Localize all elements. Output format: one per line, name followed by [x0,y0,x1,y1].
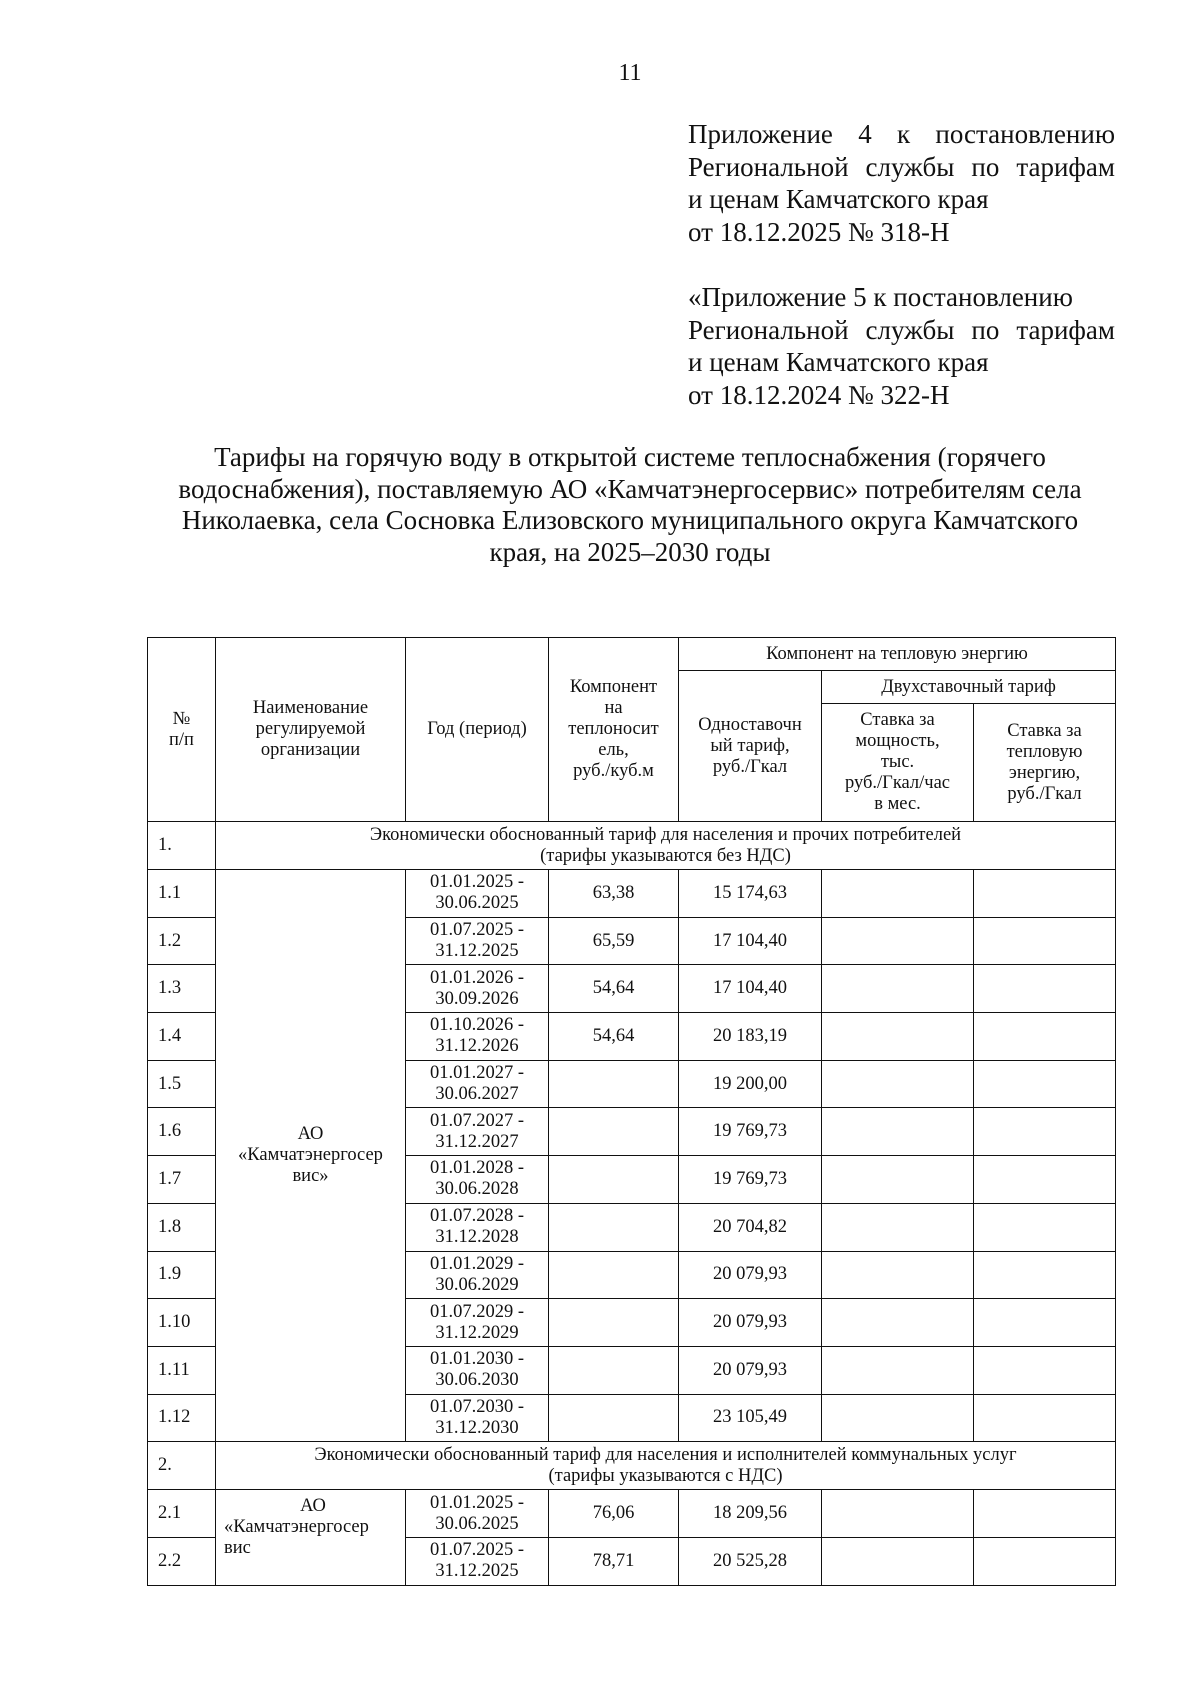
appendix-line: и ценам Камчатского края [688,184,989,214]
header-text: руб./куб.м [573,761,654,781]
header-text: в мес. [874,794,921,814]
single-rate-value: 20 079,93 [679,1346,822,1394]
energy-rate-value [974,917,1116,965]
single-rate-value: 20 183,19 [679,1013,822,1061]
row-number: 1.10 [148,1299,216,1347]
period-to: 30.06.2030 [435,1370,519,1391]
capacity-rate-value [822,1299,974,1347]
energy-rate-value [974,1060,1116,1108]
organization-name-line: «Камчатэнергосер [224,1517,369,1538]
organization-name-line: вис» [292,1166,329,1187]
row-number: 1.6 [148,1108,216,1156]
header-carrier-component [549,638,679,822]
period-to: 30.06.2025 [435,893,519,914]
carrier-value [549,1108,679,1156]
header-text: мощность, [855,731,940,751]
header-text: руб./Гкал [1007,783,1082,804]
row-number: 1.4 [148,1013,216,1061]
period-cell [406,870,549,918]
header-period: Год (период) [406,638,549,822]
period-from: 01.07.2027 - [429,1110,525,1131]
header-capacity-rate [822,704,974,822]
row-number: 1.8 [148,1203,216,1251]
period-to: 31.12.2029 [435,1322,519,1343]
header-text: руб./Гкал [712,756,788,777]
period-cell [406,1251,549,1299]
carrier-value: 78,71 [549,1537,679,1585]
period-to: 31.12.2026 [435,1036,519,1057]
energy-rate-value [974,1013,1116,1061]
single-rate-value: 23 105,49 [679,1394,822,1442]
period-to: 30.06.2025 [435,1513,519,1534]
single-rate-value: 20 079,93 [679,1299,822,1347]
period-to: 30.06.2029 [435,1274,519,1295]
period-from: 01.01.2027 - [429,1063,525,1084]
energy-rate-value [974,1251,1116,1299]
period-cell [406,1013,549,1061]
period-cell [406,1060,549,1108]
single-rate-value: 17 104,40 [679,965,822,1013]
row-number: 1.2 [148,917,216,965]
capacity-rate-value [822,1346,974,1394]
single-rate-value: 20 704,82 [679,1203,822,1251]
single-rate-value: 17 104,40 [679,917,822,965]
period-from: 01.07.2025 - [429,1540,525,1561]
row-number: 1.12 [148,1394,216,1442]
period-to: 31.12.2028 [435,1227,519,1248]
period-from: 01.01.2028 - [429,1158,525,1179]
carrier-value [549,1394,679,1442]
single-rate-value: 19 769,73 [679,1156,822,1204]
appendix-line: от 18.12.2024 № 322-Н [688,379,950,410]
period-from: 01.10.2026 - [429,1015,525,1036]
period-cell [406,1394,549,1442]
period-cell [406,965,549,1013]
capacity-rate-value [822,1490,974,1538]
header-energy-rate [974,704,1116,822]
section-title-line: Экономически обоснованный тариф для населения и исполнителей коммунальных услуг [314,1444,1017,1465]
row-number: 1.7 [148,1156,216,1204]
header-text: руб./Гкал/час [844,773,951,793]
period-from: 01.07.2025 - [429,920,525,941]
organization-name-line: АО [300,1496,326,1517]
header-num [148,638,216,822]
period-from: 01.07.2030 - [429,1396,525,1417]
table-row [148,1490,1116,1538]
organization-name [216,1490,406,1585]
section-title-line: (тарифы указываются с НДС) [548,1465,783,1486]
period-from: 01.01.2025 - [429,872,525,893]
period-to: 31.12.2030 [435,1417,519,1438]
single-rate-value: 20 079,93 [679,1251,822,1299]
carrier-value [549,1156,679,1204]
carrier-value [549,1346,679,1394]
single-rate-value: 19 769,73 [679,1108,822,1156]
table-row [148,870,1116,918]
header-text: тепловую [1006,741,1083,762]
appendix-line: Приложение 4 к постановлению [688,119,1115,149]
header-text: ель, [598,740,629,760]
capacity-rate-value [822,1060,974,1108]
single-rate-value: 15 174,63 [679,870,822,918]
energy-rate-value [974,1108,1116,1156]
period-to: 31.12.2025 [435,941,519,962]
section-number: 2. [148,1442,216,1490]
energy-rate-value [974,870,1116,918]
carrier-value: 76,06 [549,1490,679,1538]
organization-name-line: вис [224,1538,251,1559]
header-row [148,638,1116,671]
row-number: 1.9 [148,1251,216,1299]
header-text: п/п [169,729,194,750]
row-number: 1.3 [148,965,216,1013]
period-to: 30.06.2027 [435,1084,519,1105]
energy-rate-value [974,1346,1116,1394]
capacity-rate-value [822,917,974,965]
section-row [148,1442,1116,1490]
period-from: 01.07.2028 - [429,1206,525,1227]
header-heat-energy-component: Компонент на тепловую энергию [679,638,1116,671]
row-number: 1.11 [148,1346,216,1394]
period-from: 01.01.2029 - [429,1253,525,1274]
energy-rate-value [974,1156,1116,1204]
title-line: Николаевка, села Сосновка Елизовского муниципального округа Камчатского [181,505,1079,535]
section-title-line: (тарифы указываются без НДС) [540,845,791,866]
row-number: 2.2 [148,1537,216,1585]
carrier-value: 54,64 [549,1013,679,1061]
tariff-table [147,637,1116,1586]
period-cell [406,1108,549,1156]
energy-rate-value [974,1394,1116,1442]
header-text: организации [260,740,361,760]
header-two-part-tariff: Двухставочный тариф [822,671,1116,704]
header-text: теплоносит [568,719,659,739]
title-line: Тарифы на горячую воду в открытой системе теплоснабжения (горячего [214,442,1046,472]
period-cell [406,1346,549,1394]
row-number: 2.1 [148,1490,216,1538]
header-text: на [604,698,623,718]
organization-name-line: «Камчатэнергосер [238,1145,383,1166]
period-to: 31.12.2025 [435,1561,519,1582]
period-from: 01.01.2030 - [429,1349,525,1370]
header-text: № [172,708,191,729]
row-number: 1.1 [148,870,216,918]
period-cell [406,1156,549,1204]
header-text: Ставка за [1007,720,1082,741]
document-title [140,442,1120,568]
appendix-header-amended [688,281,1115,411]
capacity-rate-value [822,1537,974,1585]
organization-name [216,870,406,1442]
capacity-rate-value [822,1156,974,1204]
carrier-value: 63,38 [549,870,679,918]
period-to: 30.06.2028 [435,1179,519,1200]
carrier-value [549,1060,679,1108]
capacity-rate-value [822,1394,974,1442]
single-rate-value: 18 209,56 [679,1490,822,1538]
appendix-header-current [688,118,1115,248]
carrier-value [549,1203,679,1251]
period-cell [406,1537,549,1585]
carrier-value: 65,59 [549,917,679,965]
appendix-line: Региональной службы по тарифам [688,314,1115,345]
organization-name-line: АО [297,1124,324,1145]
period-cell [406,1299,549,1347]
header-text: Одноставочн [698,714,802,735]
page-number: 11 [618,60,642,86]
energy-rate-value [974,1537,1116,1585]
period-cell [406,1203,549,1251]
single-rate-value: 19 200,00 [679,1060,822,1108]
energy-rate-value [974,1490,1116,1538]
section-title [216,822,1116,870]
period-from: 01.01.2025 - [429,1492,525,1513]
capacity-rate-value [822,1203,974,1251]
header-organization [216,638,406,822]
appendix-line: «Приложение 5 к постановлению [688,282,1073,312]
carrier-value: 54,64 [549,965,679,1013]
energy-rate-value [974,1299,1116,1347]
row-number: 1.5 [148,1060,216,1108]
capacity-rate-value [822,1251,974,1299]
capacity-rate-value [822,1013,974,1061]
header-text: энергию, [1008,762,1081,783]
single-rate-value: 20 525,28 [679,1537,822,1585]
carrier-value [549,1251,679,1299]
energy-rate-value [974,1203,1116,1251]
period-to: 31.12.2027 [435,1131,519,1152]
header-text: ый тариф, [710,735,790,756]
period-cell [406,1490,549,1538]
section-title-line: Экономически обоснованный тариф для населения и прочих потребителей [369,824,962,845]
header-text: Ставка за [860,710,935,730]
appendix-line: Региональной службы по тарифам [688,151,1115,182]
capacity-rate-value [822,1108,974,1156]
period-from: 01.01.2026 - [429,967,525,988]
header-text: тыс. [880,752,915,772]
section-number: 1. [148,822,216,870]
energy-rate-value [974,965,1116,1013]
header-text: регулируемой [255,719,366,739]
capacity-rate-value [822,870,974,918]
header-single-rate [679,671,822,822]
period-from: 01.07.2029 - [429,1301,525,1322]
period-to: 30.09.2026 [435,988,519,1009]
capacity-rate-value [822,965,974,1013]
title-line: водоснабжения), поставляемую АО «Камчатэнергосервис» потребителям села [178,473,1082,504]
carrier-value [549,1299,679,1347]
header-text: Компонент [569,677,658,697]
header-text: Наименование [252,698,369,718]
period-cell [406,917,549,965]
appendix-line: и ценам Камчатского края [688,347,989,377]
section-row [148,822,1116,870]
section-title [216,1442,1116,1490]
title-line: края, на 2025–2030 годы [489,536,771,567]
appendix-line: от 18.12.2025 № 318-Н [688,216,950,247]
